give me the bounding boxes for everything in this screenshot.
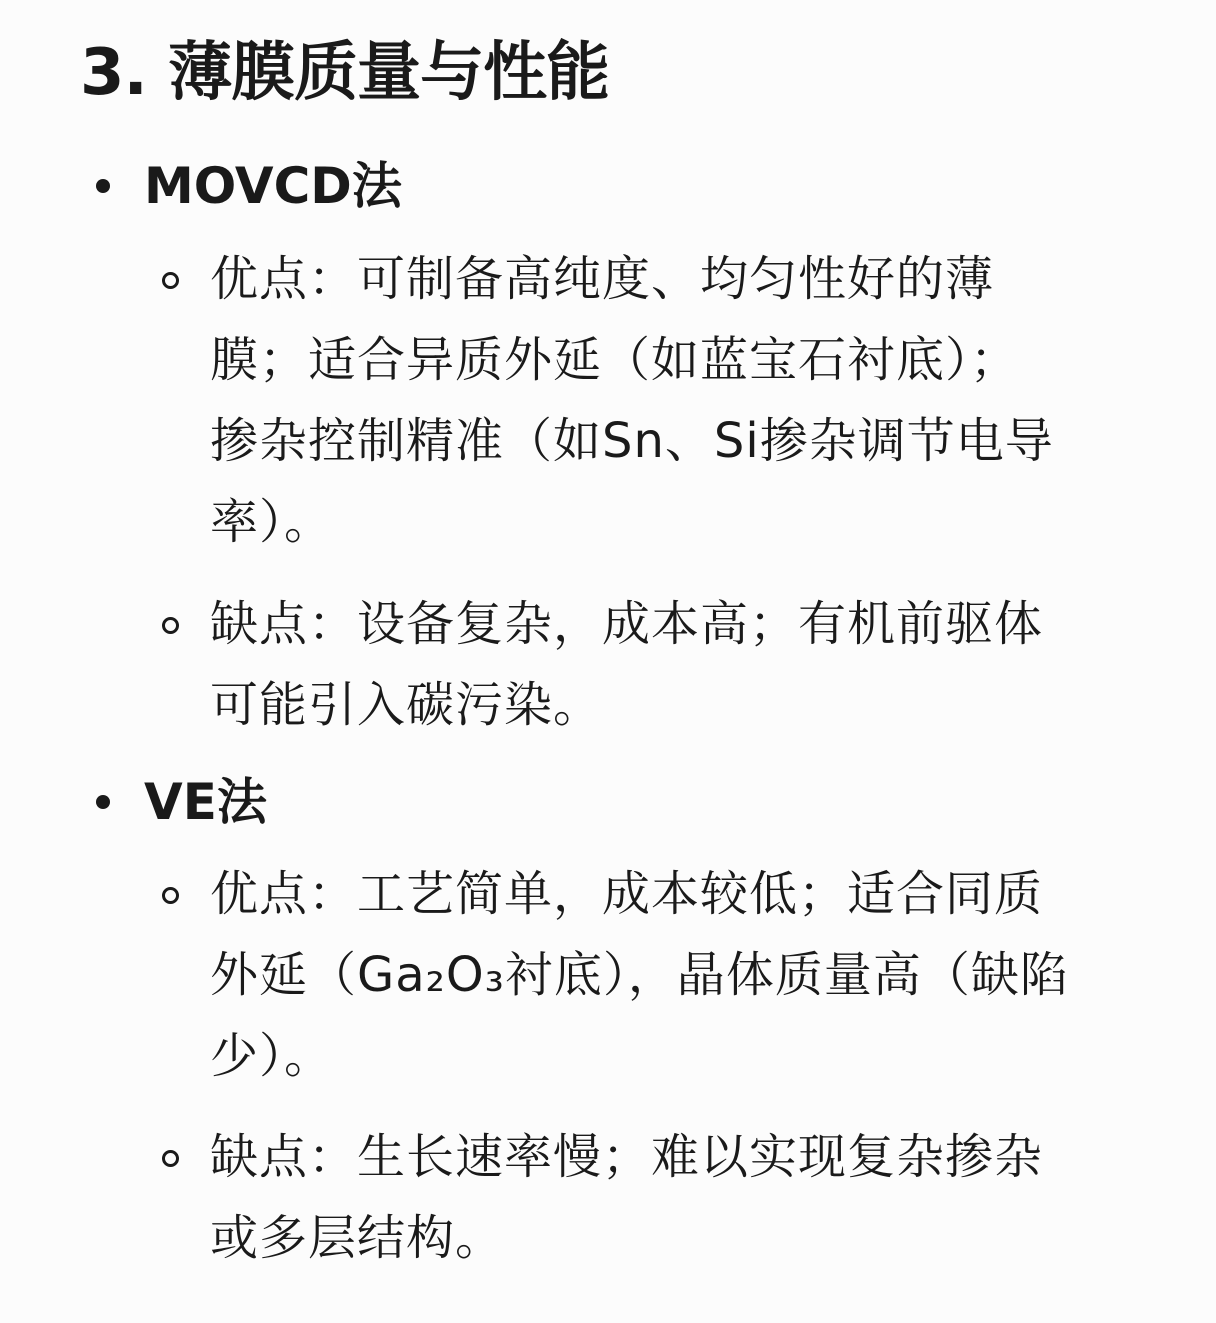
item-line: 少）。: [210, 1028, 334, 1084]
bullet-dot-icon: [96, 795, 110, 809]
item-line: 缺点：生长速率慢；难以实现复杂掺杂: [210, 1129, 1044, 1185]
list-item-movcd-disadvantages: [210, 584, 1130, 746]
item-line: 优点：工艺简单，成本较低；适合同质: [210, 866, 1044, 922]
hollow-bullet-icon: [162, 887, 179, 904]
page-heading: 3. 薄膜质量与性能: [80, 36, 610, 110]
list-item-movcd-advantages: [210, 239, 1130, 563]
list-item-ve-advantages: [210, 854, 1130, 1097]
section-movcd-title: [96, 151, 402, 221]
section-ve-title: [96, 767, 267, 837]
item-line: 缺点：设备复杂，成本高；有机前驱体: [210, 596, 1044, 652]
section-title-label: VE法: [144, 773, 267, 831]
item-line: 外延（Ga₂O₃衬底），晶体质量高（缺陷: [210, 947, 1069, 1003]
item-line: 或多层结构。: [210, 1210, 505, 1266]
bullet-dot-icon: [96, 179, 110, 193]
item-line: 率）。: [210, 494, 334, 550]
list-item-ve-disadvantages: [210, 1117, 1130, 1279]
hollow-bullet-icon: [162, 272, 179, 289]
item-line: 膜；适合异质外延（如蓝宝石衬底）；: [210, 332, 1020, 388]
item-line: 可能引入碳污染。: [210, 677, 603, 733]
item-line: 掺杂控制精准（如Sn、Si掺杂调节电导: [210, 413, 1054, 469]
hollow-bullet-icon: [162, 1150, 179, 1167]
item-line: 优点：可制备高纯度、均匀性好的薄: [210, 251, 995, 307]
section-title-label: MOVCD法: [144, 157, 402, 215]
hollow-bullet-icon: [162, 617, 179, 634]
